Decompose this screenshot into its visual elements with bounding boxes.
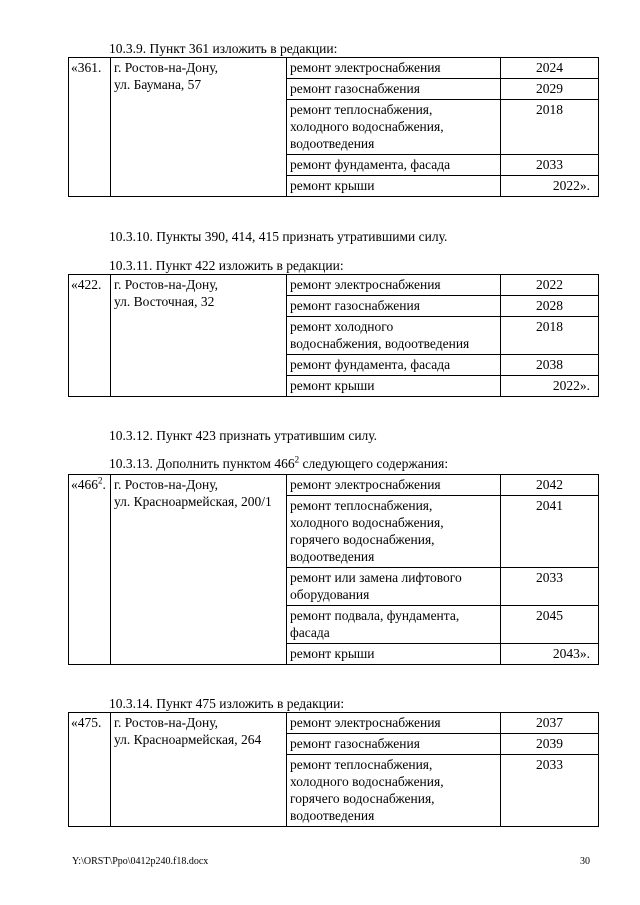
- section-heading-10-3-14: 10.3.14. Пункт 475 изложить в редакции:: [109, 696, 345, 711]
- item-address: г. Ростов-на-Дону, ул. Восточная, 32: [111, 275, 287, 397]
- year-cell: 2043».: [501, 644, 599, 665]
- item-address: г. Ростов-на-Дону, ул. Красноармейская, 200/1: [111, 475, 287, 665]
- table-row: [69, 58, 599, 79]
- work-type-cell: ремонт газоснабжения: [287, 79, 501, 100]
- table-item-475: [68, 712, 599, 827]
- work-type-cell: ремонт фундамента, фасада: [287, 355, 501, 376]
- year-cell: 2022».: [501, 176, 599, 197]
- year-cell: 2041: [501, 496, 599, 568]
- work-type-cell: ремонт газоснабжения: [287, 296, 501, 317]
- work-type-cell: ремонт крыши: [287, 176, 501, 197]
- year-cell: 2029: [501, 79, 599, 100]
- work-type-cell: ремонт газоснабжения: [287, 734, 501, 755]
- table-item-422: [68, 274, 599, 397]
- year-cell: 2028: [501, 296, 599, 317]
- item-number: «475.: [69, 713, 111, 827]
- work-type-cell: ремонт теплоснабжения, холодного водоснабжения, горячего водоснабжения, водоотведения: [287, 755, 501, 827]
- table-item-466-2: [68, 474, 599, 665]
- item-number: «422.: [69, 275, 111, 397]
- work-type-cell: ремонт фундамента, фасада: [287, 155, 501, 176]
- footer-file-path: Y:\ORST\Ppo\0412p240.f18.docx: [72, 856, 209, 867]
- table-row: [69, 275, 599, 296]
- year-cell: 2033: [501, 755, 599, 827]
- work-type-cell: ремонт электроснабжения: [287, 58, 501, 79]
- work-type-cell: ремонт подвала, фундамента, фасада: [287, 606, 501, 644]
- item-number: «361.: [69, 58, 111, 197]
- table-row: [69, 475, 599, 496]
- page-number: 30: [580, 856, 590, 867]
- table-row: [69, 713, 599, 734]
- year-cell: 2024: [501, 58, 599, 79]
- year-cell: 2033: [501, 568, 599, 606]
- year-cell: 2038: [501, 355, 599, 376]
- work-type-cell: ремонт крыши: [287, 644, 501, 665]
- year-cell: 2018: [501, 100, 599, 155]
- year-cell: 2042: [501, 475, 599, 496]
- work-type-cell: ремонт крыши: [287, 376, 501, 397]
- table-item-361: [68, 57, 599, 197]
- section-heading-10-3-10: 10.3.10. Пункты 390, 414, 415 признать утратившими силу.: [109, 229, 448, 244]
- item-number: «$466^2$.: [69, 475, 111, 665]
- work-type-cell: ремонт теплоснабжения, холодного водоснабжения, горячего водоснабжения, водоотведения: [287, 496, 501, 568]
- section-heading-10-3-13: 10.3.13. Дополнить пунктом $466^2$ следующего содержания:: [109, 454, 449, 471]
- year-cell: 2045: [501, 606, 599, 644]
- work-type-cell: ремонт теплоснабжения, холодного водоснабжения, водоотведения: [287, 100, 501, 155]
- year-cell: 2022».: [501, 376, 599, 397]
- year-cell: 2037: [501, 713, 599, 734]
- section-heading-10-3-9: 10.3.9. Пункт 361 изложить в редакции:: [109, 41, 338, 56]
- work-type-cell: ремонт или замена лифтового оборудования: [287, 568, 501, 606]
- work-type-cell: ремонт электроснабжения: [287, 275, 501, 296]
- section-heading-10-3-12: 10.3.12. Пункт 423 признать утратившим силу.: [109, 428, 378, 443]
- year-cell: 2022: [501, 275, 599, 296]
- work-type-cell: ремонт электроснабжения: [287, 475, 501, 496]
- year-cell: 2018: [501, 317, 599, 355]
- work-type-cell: ремонт холодного водоснабжения, водоотведения: [287, 317, 501, 355]
- item-address: г. Ростов-на-Дону, ул. Баумана, 57: [111, 58, 287, 197]
- year-cell: 2039: [501, 734, 599, 755]
- item-address: г. Ростов-на-Дону, ул. Красноармейская, 264: [111, 713, 287, 827]
- work-type-cell: ремонт электроснабжения: [287, 713, 501, 734]
- year-cell: 2033: [501, 155, 599, 176]
- section-heading-10-3-11: 10.3.11. Пункт 422 изложить в редакции:: [109, 258, 344, 273]
